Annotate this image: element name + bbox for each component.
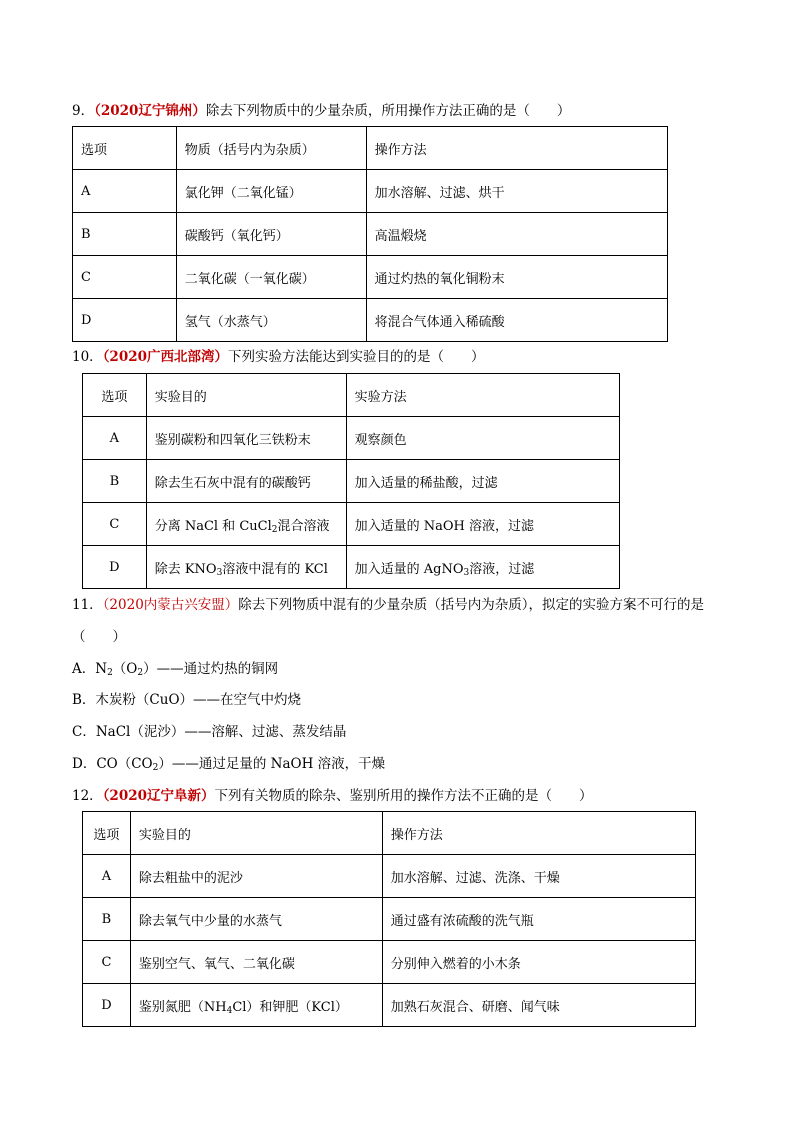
table-cell <box>146 503 346 546</box>
table-row <box>83 503 620 546</box>
option-c: C．NaCl（泥沙）——溶解、过滤、蒸发结晶 <box>72 724 347 740</box>
table-row <box>83 984 696 1027</box>
question-10-stem <box>72 347 485 367</box>
table-cell: 高温煅烧 <box>366 213 667 256</box>
table-cell: C <box>83 503 147 546</box>
formula-text: 加入适量的 AgNO <box>354 561 464 577</box>
table-cell: A <box>73 170 177 213</box>
formula-text: 除去 KNO <box>154 561 217 577</box>
question-text: 除去下列物质中混有的少量杂质（括号内为杂质），拟定的实验方案不可行的是 <box>238 597 705 613</box>
table-cell: 通过盛有浓硫酸的洗气瓶 <box>382 898 695 941</box>
table-cell: 鉴别空气、氧气、二氧化碳 <box>130 941 382 984</box>
table-cell: 通过灼热的氧化铜粉末 <box>366 256 667 299</box>
table-row <box>73 170 668 213</box>
table-cell: 将混合气体通入稀硫酸 <box>366 299 667 342</box>
table-cell: 除去粗盐中的泥沙 <box>130 855 382 898</box>
question-source: （2020辽宁锦州） <box>94 103 206 119</box>
table-cell: 加入适量的 NaOH 溶液，过滤 <box>346 503 619 546</box>
question-9-stem <box>72 101 570 121</box>
subscript: 3 <box>216 567 223 578</box>
table-row <box>83 855 696 898</box>
table-cell: 氢气（水蒸气） <box>176 299 366 342</box>
question-11-answer-blank: （ ） <box>72 629 126 645</box>
option-text: ）——通过灼热的铜网 <box>143 661 279 677</box>
question-9-table <box>72 126 668 342</box>
table-header-cell: 操作方法 <box>366 127 667 170</box>
table-row <box>73 213 668 256</box>
table-cell: 氯化钾（二氧化锰） <box>176 170 366 213</box>
question-text: 下列有关物质的除杂、鉴别所用的操作方法不正确的是（ ） <box>214 788 593 804</box>
table-cell: 除去生石灰中混有的碳酸钙 <box>146 460 346 503</box>
subscript: 2 <box>137 668 144 678</box>
table-cell: 加水溶解、过滤、洗涤、干燥 <box>382 855 695 898</box>
question-12-table <box>82 811 696 1027</box>
table-row <box>73 299 668 342</box>
formula-text: 溶液，过滤 <box>469 561 535 577</box>
table-cell <box>130 984 382 1027</box>
table-cell: 观察颜色 <box>346 417 619 460</box>
formula-text: Cl）和钾肥（KCl） <box>232 999 348 1015</box>
table-row <box>83 941 696 984</box>
table-cell: D <box>83 546 147 589</box>
table-cell: 加入适量的稀盐酸，过滤 <box>346 460 619 503</box>
table-cell: 加熟石灰混合、研磨、闻气味 <box>382 984 695 1027</box>
formula-text: 分离 NaCl 和 CuCl <box>154 518 272 534</box>
formula-text: 混合溶液 <box>277 518 330 534</box>
table-row <box>83 546 620 589</box>
table-header-row <box>83 812 696 855</box>
table-cell: C <box>83 941 131 984</box>
formula-text: 溶液中混有的 KCl <box>222 561 328 577</box>
question-12-stem <box>72 786 593 806</box>
table-row <box>83 898 696 941</box>
table-row <box>73 256 668 299</box>
table-header-cell: 选项 <box>83 812 131 855</box>
table-cell: C <box>73 256 177 299</box>
table-cell: D <box>83 984 131 1027</box>
table-header-cell: 物质（括号内为杂质） <box>176 127 366 170</box>
table-cell: B <box>73 213 177 256</box>
table-row <box>83 417 620 460</box>
table-cell: 分别伸入燃着的小木条 <box>382 941 695 984</box>
table-header-cell: 选项 <box>83 374 147 417</box>
table-cell: 鉴别碳粉和四氧化三铁粉末 <box>146 417 346 460</box>
subscript: 2 <box>271 524 278 535</box>
subscript: 4 <box>226 1005 233 1016</box>
table-header-cell: 实验目的 <box>130 812 382 855</box>
table-cell: B <box>83 460 147 503</box>
table-cell <box>146 546 346 589</box>
table-cell: 加水溶解、过滤、烘干 <box>366 170 667 213</box>
formula-text: 鉴别氮肥（NH <box>138 999 227 1015</box>
question-number: 10． <box>72 349 103 365</box>
table-cell: A <box>83 855 131 898</box>
table-row <box>83 460 620 503</box>
option-b: B．木炭粉（CuO）——在空气中灼烧 <box>72 692 302 708</box>
option-text: （O <box>112 661 138 677</box>
question-text: 下列实验方法能达到实验目的的是（ ） <box>228 349 485 365</box>
table-header-cell: 实验方法 <box>346 374 619 417</box>
option-text: A．N <box>72 661 108 677</box>
subscript: 3 <box>463 567 470 578</box>
table-cell: 除去氧气中少量的水蒸气 <box>130 898 382 941</box>
question-number: 12． <box>72 788 103 804</box>
table-header-cell: 操作方法 <box>382 812 695 855</box>
table-cell: B <box>83 898 131 941</box>
table-cell: D <box>73 299 177 342</box>
option-text: ）——通过足量的 NaOH 溶液，干燥 <box>158 756 386 772</box>
question-number: 11． <box>72 597 103 613</box>
table-cell: 二氧化碳（一氧化碳） <box>176 256 366 299</box>
question-source: （2020辽宁阜新） <box>102 788 215 804</box>
question-number: 9． <box>72 103 95 119</box>
table-cell: 碳酸钙（氧化钙） <box>176 213 366 256</box>
table-header-row <box>83 374 620 417</box>
table-header-cell: 选项 <box>73 127 177 170</box>
subscript: 2 <box>107 668 113 678</box>
question-11-stem <box>72 595 704 615</box>
table-header-row <box>73 127 668 170</box>
table-cell <box>346 546 619 589</box>
question-source: （2020广西北部湾） <box>102 349 229 365</box>
option-d <box>72 754 385 774</box>
subscript: 2 <box>152 763 159 773</box>
question-10-table <box>82 373 620 589</box>
option-text: D．CO（CO <box>72 756 153 772</box>
option-a <box>72 659 278 679</box>
question-source: （2020内蒙古兴安盟） <box>102 597 239 613</box>
table-cell: A <box>83 417 147 460</box>
table-header-cell: 实验目的 <box>146 374 346 417</box>
question-text: 除去下列物质中的少量杂质，所用操作方法正确的是（ ） <box>205 103 571 119</box>
